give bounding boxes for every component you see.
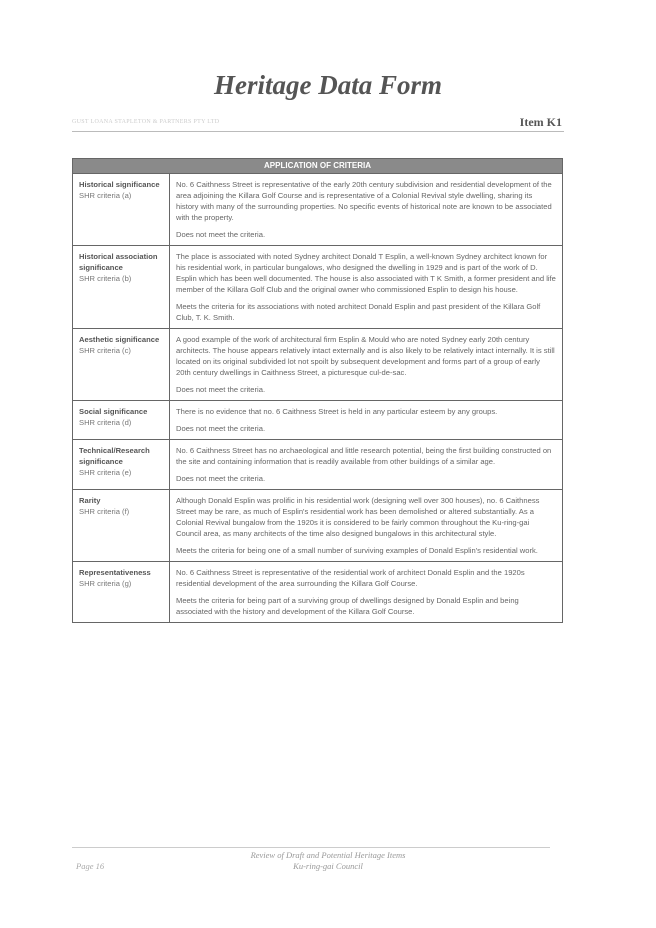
criterion-description: Although Donald Esplin was prolific in his residential work (designing well over 300 houses), no. 6 Caithness Street may be rare, as much of Esplin's residential work has been demolished or altered substantially. As a Colonial Revival bungalow from the 1920s it is considered to be fairly common throughout the Ku-ring-gai Council area, as many architects of the time also designed bungalows in this architectural style. <box>176 496 540 538</box>
table-header-row <box>73 159 563 174</box>
criterion-description: There is no evidence that no. 6 Caithness Street is held in any particular esteem by any groups. <box>176 407 498 416</box>
criterion-title: Representativeness <box>79 568 151 577</box>
criterion-title: Rarity <box>79 496 101 505</box>
criterion-verdict: Does not meet the criteria. <box>176 230 266 239</box>
criterion-description: A good example of the work of architectural firm Esplin & Mould who are noted Sydney early 20th century architects. The house appears relatively intact externally and is also likely to be relatively intact internally. It is still located on its original subdivided lot not spoilt by subsequent development and forms part of a group of early 20th century dwellings in Caithness Street, a picturesque cul-de-sac. <box>176 335 555 377</box>
criterion-description: No. 6 Caithness Street is representative of the early 20th century subdivision and residential development of the area adjoining the Killara Golf Course and is representative of a Colonial Revival style dwelling, sharing its history with many of the surrounding properties. No specific events of historical note are known to be associated with the property. <box>176 180 552 222</box>
table-heading: APPLICATION OF CRITERIA <box>73 159 563 174</box>
criterion-reference: SHR criteria (a) <box>79 191 132 200</box>
criterion-name-cell <box>73 440 170 490</box>
criterion-name-cell <box>73 490 170 562</box>
criterion-reference: SHR criteria (b) <box>79 274 132 283</box>
footer-divider <box>72 847 550 848</box>
criterion-assessment-cell <box>170 174 563 246</box>
table-row <box>73 490 563 562</box>
consultant-name: GUST LOANA STAPLETON & PARTNERS PTY LTD <box>72 119 220 125</box>
criterion-reference: SHR criteria (g) <box>79 579 132 588</box>
header-bar <box>72 115 564 132</box>
criterion-title: Historical association significance <box>79 252 158 272</box>
criterion-assessment-cell <box>170 562 563 623</box>
criteria-table <box>72 158 563 623</box>
footer-council: Ku-ring-gai Council <box>293 861 363 871</box>
table-row <box>73 246 563 329</box>
criterion-verdict: Does not meet the criteria. <box>176 385 266 394</box>
criterion-reference: SHR criteria (c) <box>79 346 131 355</box>
criterion-name-cell <box>73 562 170 623</box>
criterion-reference: SHR criteria (d) <box>79 418 132 427</box>
criterion-name-cell <box>73 329 170 401</box>
criterion-name-cell <box>73 174 170 246</box>
criterion-assessment-cell <box>170 329 563 401</box>
criterion-name-cell <box>73 401 170 440</box>
criterion-title: Technical/Research significance <box>79 446 150 466</box>
criterion-verdict: Meets the criteria for being one of a small number of surviving examples of Donald Esplin's residential work. <box>176 546 538 555</box>
criterion-title: Historical significance <box>79 180 160 189</box>
criterion-description: The place is associated with noted Sydney architect Donald T Esplin, a well-known Sydney architect known for his residential work, in particular bungalows, who designed the dwelling in 1929 and is part of the work of D. Esplin which has been well documented. The house is also associated with T K Smith, a former president and life member of the Killara Golf Club and the original owner who commissioned Esplin to design his house. <box>176 252 556 294</box>
criterion-title: Aesthetic significance <box>79 335 160 344</box>
criterion-assessment-cell <box>170 490 563 562</box>
table-row <box>73 174 563 246</box>
criterion-verdict: Meets the criteria for its associations with noted architect Donald Esplin and past president of the Killara Golf Club, T. K. Smith. <box>176 302 541 322</box>
criterion-title: Social significance <box>79 407 148 416</box>
criterion-assessment-cell <box>170 246 563 329</box>
criterion-name-cell <box>73 246 170 329</box>
criterion-description: No. 6 Caithness Street is representative of the residential work of architect Donald Esplin and the 1920s residential development of the area surrounding the Killara Golf Course. <box>176 568 525 588</box>
criterion-assessment-cell <box>170 401 563 440</box>
footer-document-title: Review of Draft and Potential Heritage Items <box>250 850 406 860</box>
page-title: Heritage Data Form <box>214 70 442 100</box>
table-row <box>73 562 563 623</box>
criterion-verdict: Does not meet the criteria. <box>176 474 266 483</box>
criterion-verdict: Meets the criteria for being part of a surviving group of dwellings designed by Donald Esplin and being associated with the history and development of the Killara Golf Course. <box>176 596 519 616</box>
item-number: Item K1 <box>519 115 562 129</box>
table-row <box>73 401 563 440</box>
criterion-verdict: Does not meet the criteria. <box>176 424 266 433</box>
criterion-description: No. 6 Caithness Street has no archaeological and little research potential, being the first building constructed on the site and containing information that is readily available from other buildings of a similar age. <box>176 446 552 466</box>
criterion-reference: SHR criteria (f) <box>79 507 130 516</box>
page-number: Page 16 <box>76 861 105 871</box>
table-row <box>73 440 563 490</box>
criterion-reference: SHR criteria (e) <box>79 468 132 477</box>
criterion-assessment-cell <box>170 440 563 490</box>
table-row <box>73 329 563 401</box>
